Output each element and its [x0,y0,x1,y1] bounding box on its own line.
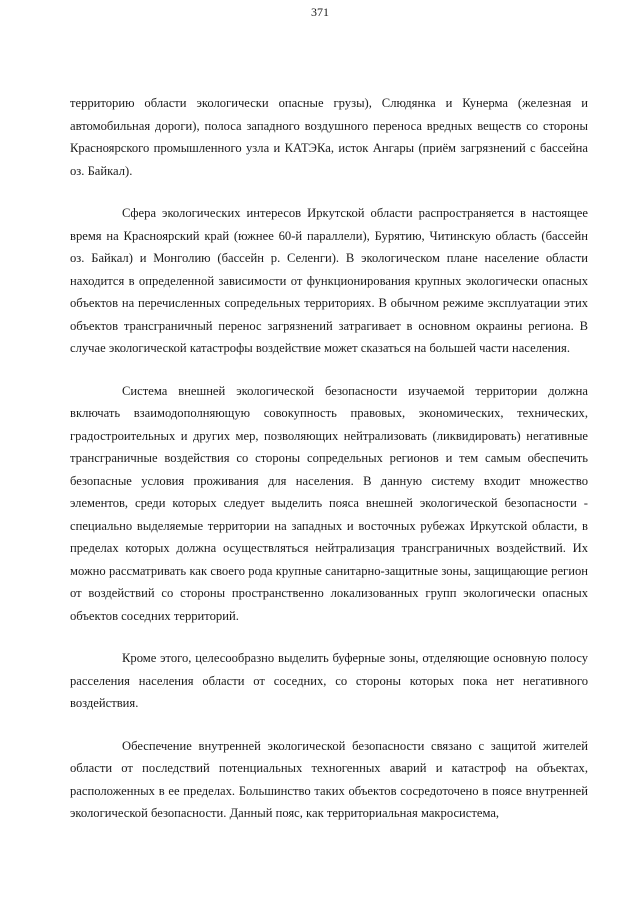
paragraph-buffer-zones: Кроме этого, целесообразно выделить буферные зоны, отделяющие основную полосу расселения населения области от соседних, со стороны которых пока нет негативного воздействия. [70,651,588,710]
paragraph-external-safety-system: Система внешней экологической безопасности изучаемой территории должна включать взаимодополняющую совокупность правовых, экономических, технических, градостроительных и других мер, позволяющих нейтрализовать (ликвидировать) негативные трансграничные воздействия со стороны сопредельных регионов и тем самым обеспечить безопасные условия проживания для населения. В данную систему входит множество элементов, среди которых следует выделить пояса внешней экологической безопасности - специально выделяемые территории на западных и восточных рубежах Иркутской области, в пределах которых должна осуществляться нейтрализация трансграничных воздействий. Их можно рассматривать как своего рода крупные санитарно-защитные зоны, защищающие регион от воздействий со стороны пространственно локализованных групп экологически опасных объектов соседних территорий. [70,383,588,623]
text-body [70,92,588,845]
paragraph-continuation: территорию области экологически опасные грузы), Слюдянка и Кунерма (железная и автомобильная дороги), полоса западного воздушного переноса вредных веществ со стороны Красноярского промышленного узла и КАТЭКа, исток Ангары (приём загрязнений с бассейна оз. Байкал). [70,96,588,178]
paragraph-internal-safety: Обеспечение внутренней экологической безопасности связано с защитой жителей области от последствий потенциальных техногенных аварий и катастроф на объектах, расположенных в ее пределах. Большинство таких объектов сосредоточено в поясе внутренней экологической безопасности. Данный пояс, как территориальная макросистема, [70,738,588,820]
page-number: 371 [311,5,329,19]
paragraph-ecological-interests: Сфера экологических интересов Иркутской области распространяется в настоящее время на Красноярский край (южнее 60-й параллели), Бурятию, Читинскую область (бассейн оз. Байкал) и Монголию (бассейн р. Селенги). В экологическом плане население области находится в определенной зависимости от функционирования крупных экологически опасных объектов на перечисленных сопредельных территориях. В обычном режиме эксплуатации этих объектов трансграничный перенос загрязнений затрагивает в основном окраины региона. В случае экологической катастрофы воздействие может сказаться на большей части населения. [70,206,588,355]
